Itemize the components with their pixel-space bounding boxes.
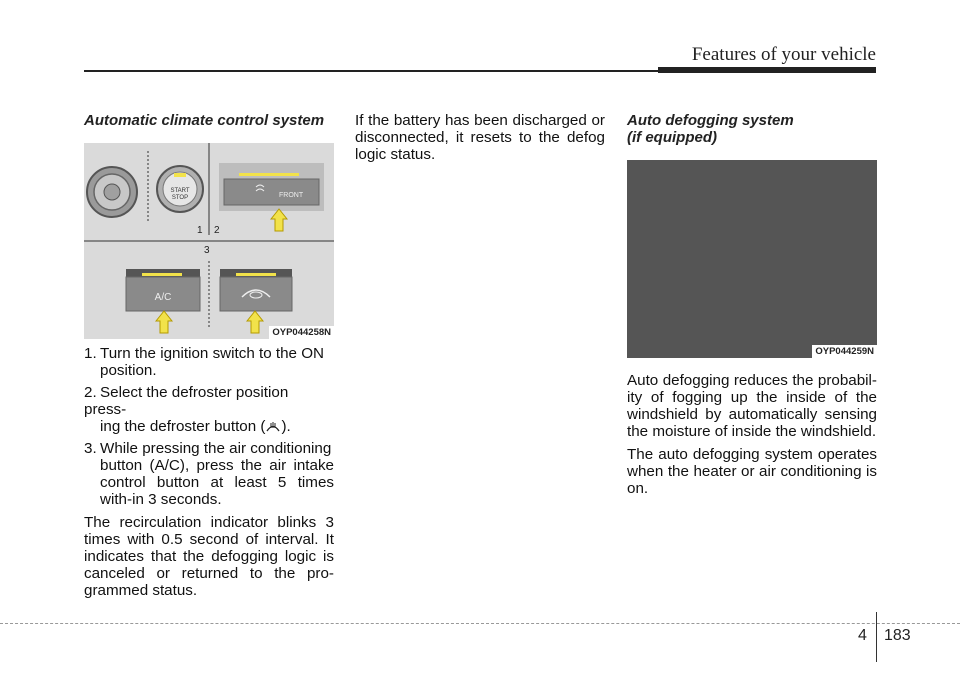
recirculation-paragraph: The recirculation indicator blinks 3 times with 0.5 second of interval. It indicates that the defogging logic is canceled or returned to the pro-grammed status.	[84, 514, 334, 599]
footer-rule	[0, 623, 960, 624]
auto-defog-figure	[627, 160, 877, 358]
figure-label: OYP044258N	[269, 326, 334, 339]
step-number: 1.	[84, 345, 97, 362]
ac-label: A/C	[154, 292, 172, 303]
step-text-cont: button (A/C), press the air intake control button at least 5 times with-in 3 seconds.	[100, 457, 334, 508]
step-text-cont: ing the defroster button (	[100, 418, 266, 435]
climate-figure	[84, 143, 334, 339]
defroster-icon	[265, 418, 281, 434]
step-number: 2.	[84, 384, 97, 401]
step-text-end: ).	[281, 418, 291, 435]
step-number-1: 1	[197, 225, 203, 236]
section-title: Features of your vehicle	[691, 44, 876, 65]
climate-heading: Automatic climate control system	[84, 112, 325, 129]
auto-defog-heading	[627, 112, 877, 146]
column-2	[355, 108, 605, 163]
start-stop-button-icon	[157, 166, 203, 212]
ac-button-icon	[126, 269, 200, 311]
steps-list	[84, 345, 334, 508]
step-number-3: 3	[204, 245, 210, 256]
auto-defog-paragraph-1: Auto defogging reduces the probabil-ity of fogging up the inside of the windshield by automatically sensing the moisture of inside the windshield.	[627, 372, 877, 440]
step-text: Select the defroster position press-	[84, 384, 289, 418]
front-label: FRONT	[279, 192, 304, 199]
step-number: 3.	[84, 440, 97, 457]
list-item	[84, 440, 334, 508]
step-number-2: 2	[214, 225, 220, 236]
front-defrost-button-icon	[219, 163, 324, 211]
footer-divider	[876, 612, 877, 662]
ignition-knob-icon	[87, 167, 137, 217]
figure-label: OYP044259N	[812, 345, 877, 358]
step-text: While pressing the air conditioning	[100, 440, 332, 457]
recirculation-button-icon	[220, 269, 292, 311]
battery-paragraph: If the battery has been discharged or disconnected, it resets to the defog logic status.	[355, 112, 605, 163]
start-label: START	[170, 188, 190, 194]
header-rule-accent	[658, 67, 876, 73]
list-item	[84, 345, 334, 379]
column-1	[84, 108, 334, 599]
list-item	[84, 384, 334, 435]
heading-line-1: Auto defogging system	[627, 112, 794, 129]
auto-defog-paragraph-2: The auto defogging system operates when the heater or air conditioning is on.	[627, 446, 877, 497]
climate-illustration	[84, 143, 334, 339]
stop-label: STOP	[171, 195, 189, 201]
heading-line-2: (if equipped)	[627, 129, 717, 146]
column-3	[627, 108, 877, 497]
chapter-number: 4	[858, 627, 867, 644]
page-number: 183	[884, 627, 911, 644]
step-text: Turn the ignition switch to the ON	[100, 345, 324, 362]
step-text-cont: position.	[100, 362, 157, 379]
